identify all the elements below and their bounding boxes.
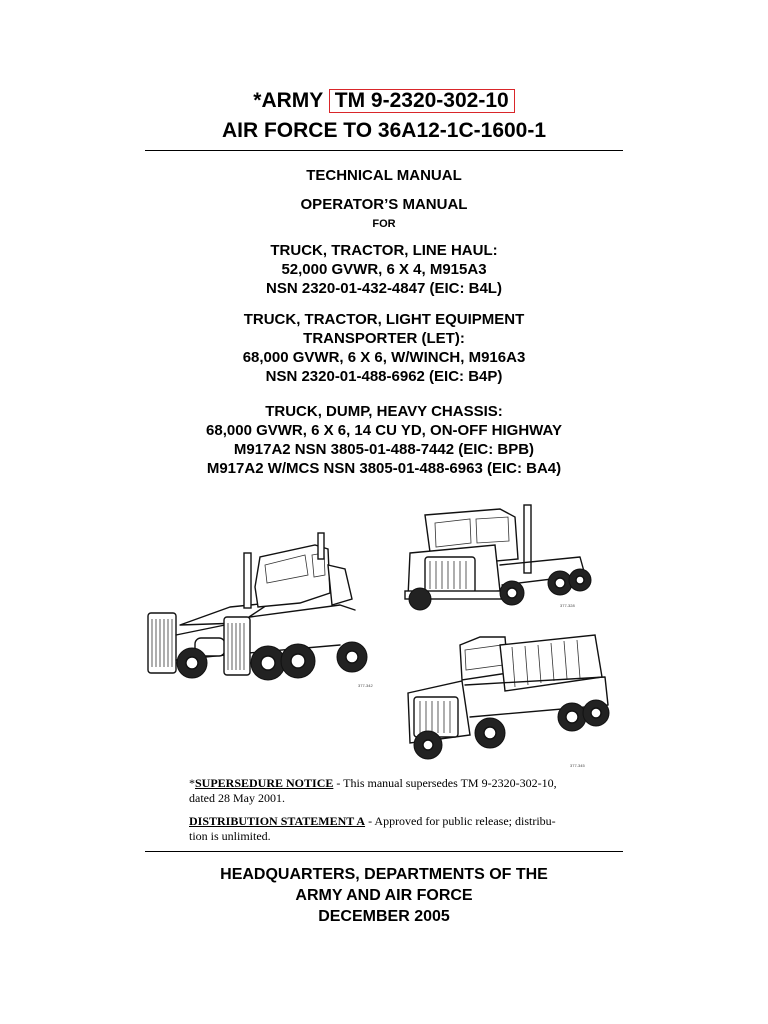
supersedure-line-1	[189, 776, 589, 791]
top-divider	[145, 150, 623, 151]
distribution-line-1	[189, 814, 589, 829]
vehicle-illustrations	[140, 495, 620, 775]
vehicle-line: 52,000 GVWR, 6 X 4, M915A3	[281, 261, 487, 278]
supersedure-notice	[189, 776, 589, 806]
vehicle-line: M917A2 W/MCS NSN 3805-01-488-6963 (EIC: BA4)	[206, 460, 562, 477]
vehicle-line: TRUCK, TRACTOR, LINE HAUL:	[270, 242, 498, 259]
technical-manual-title: TECHNICAL MANUAL	[306, 167, 462, 184]
distribution-text-1: - Approved for public release; distribu-	[365, 814, 556, 828]
operators-manual-title: OPERATOR’S MANUAL	[300, 196, 468, 213]
document-number-army	[0, 88, 768, 114]
distribution-label: DISTRIBUTION STATEMENT A	[189, 814, 366, 828]
distribution-text-2: tion is unlimited.	[189, 829, 271, 843]
vehicle-block-dump	[0, 402, 768, 478]
dump-truck-figure-label: 377-345	[570, 763, 585, 768]
tm-number-highlight: TM 9-2320-302-10	[329, 89, 515, 113]
vehicle-block-line-haul	[0, 241, 768, 298]
vehicle-line: 68,000 GVWR, 6 X 6, 14 CU YD, ON-OFF HIGHWAY	[206, 422, 562, 439]
tractor-let-illustration	[148, 533, 373, 688]
supersedure-label: SUPERSEDURE NOTICE	[195, 776, 334, 790]
vehicle-line: NSN 2320-01-432-4847 (EIC: B4L)	[266, 280, 502, 297]
vehicle-line: TRUCK, DUMP, HEAVY CHASSIS:	[265, 403, 503, 420]
vehicle-block-let	[0, 310, 768, 386]
document-number-air-force: AIR FORCE TO 36A12-1C-1600-1	[221, 119, 547, 142]
headquarters-line-1: HEADQUARTERS, DEPARTMENTS OF THE	[220, 866, 548, 883]
headquarters-block	[0, 864, 768, 927]
distribution-statement	[189, 814, 589, 844]
vehicle-line: M917A2 NSN 3805-01-488-7442 (EIC: BPB)	[233, 441, 535, 458]
tractor-let-figure-label: 377-342	[358, 683, 373, 688]
vehicle-line: TRUCK, TRACTOR, LIGHT EQUIPMENT	[243, 311, 525, 328]
for-label: FOR	[372, 218, 396, 230]
supersedure-prefix: *	[189, 776, 195, 790]
bottom-divider	[145, 851, 623, 852]
supersedure-text-2: dated 28 May 2001.	[189, 791, 285, 805]
publication-date: DECEMBER 2005	[318, 908, 450, 925]
vehicle-line: 68,000 GVWR, 6 X 6, W/WINCH, M916A3	[242, 349, 526, 366]
dump-truck-illustration	[408, 635, 609, 768]
supersedure-text-1: - This manual supersedes TM 9-2320-302-10,	[333, 776, 557, 790]
line-haul-figure-label: 377-328	[560, 603, 575, 608]
headquarters-line-2: ARMY AND AIR FORCE	[295, 887, 473, 904]
line-haul-tractor-illustration	[405, 505, 591, 610]
army-prefix: *ARMY	[253, 89, 323, 112]
vehicle-line: NSN 2320-01-488-6962 (EIC: B4P)	[265, 368, 503, 385]
vehicle-line: TRANSPORTER (LET):	[303, 330, 465, 347]
